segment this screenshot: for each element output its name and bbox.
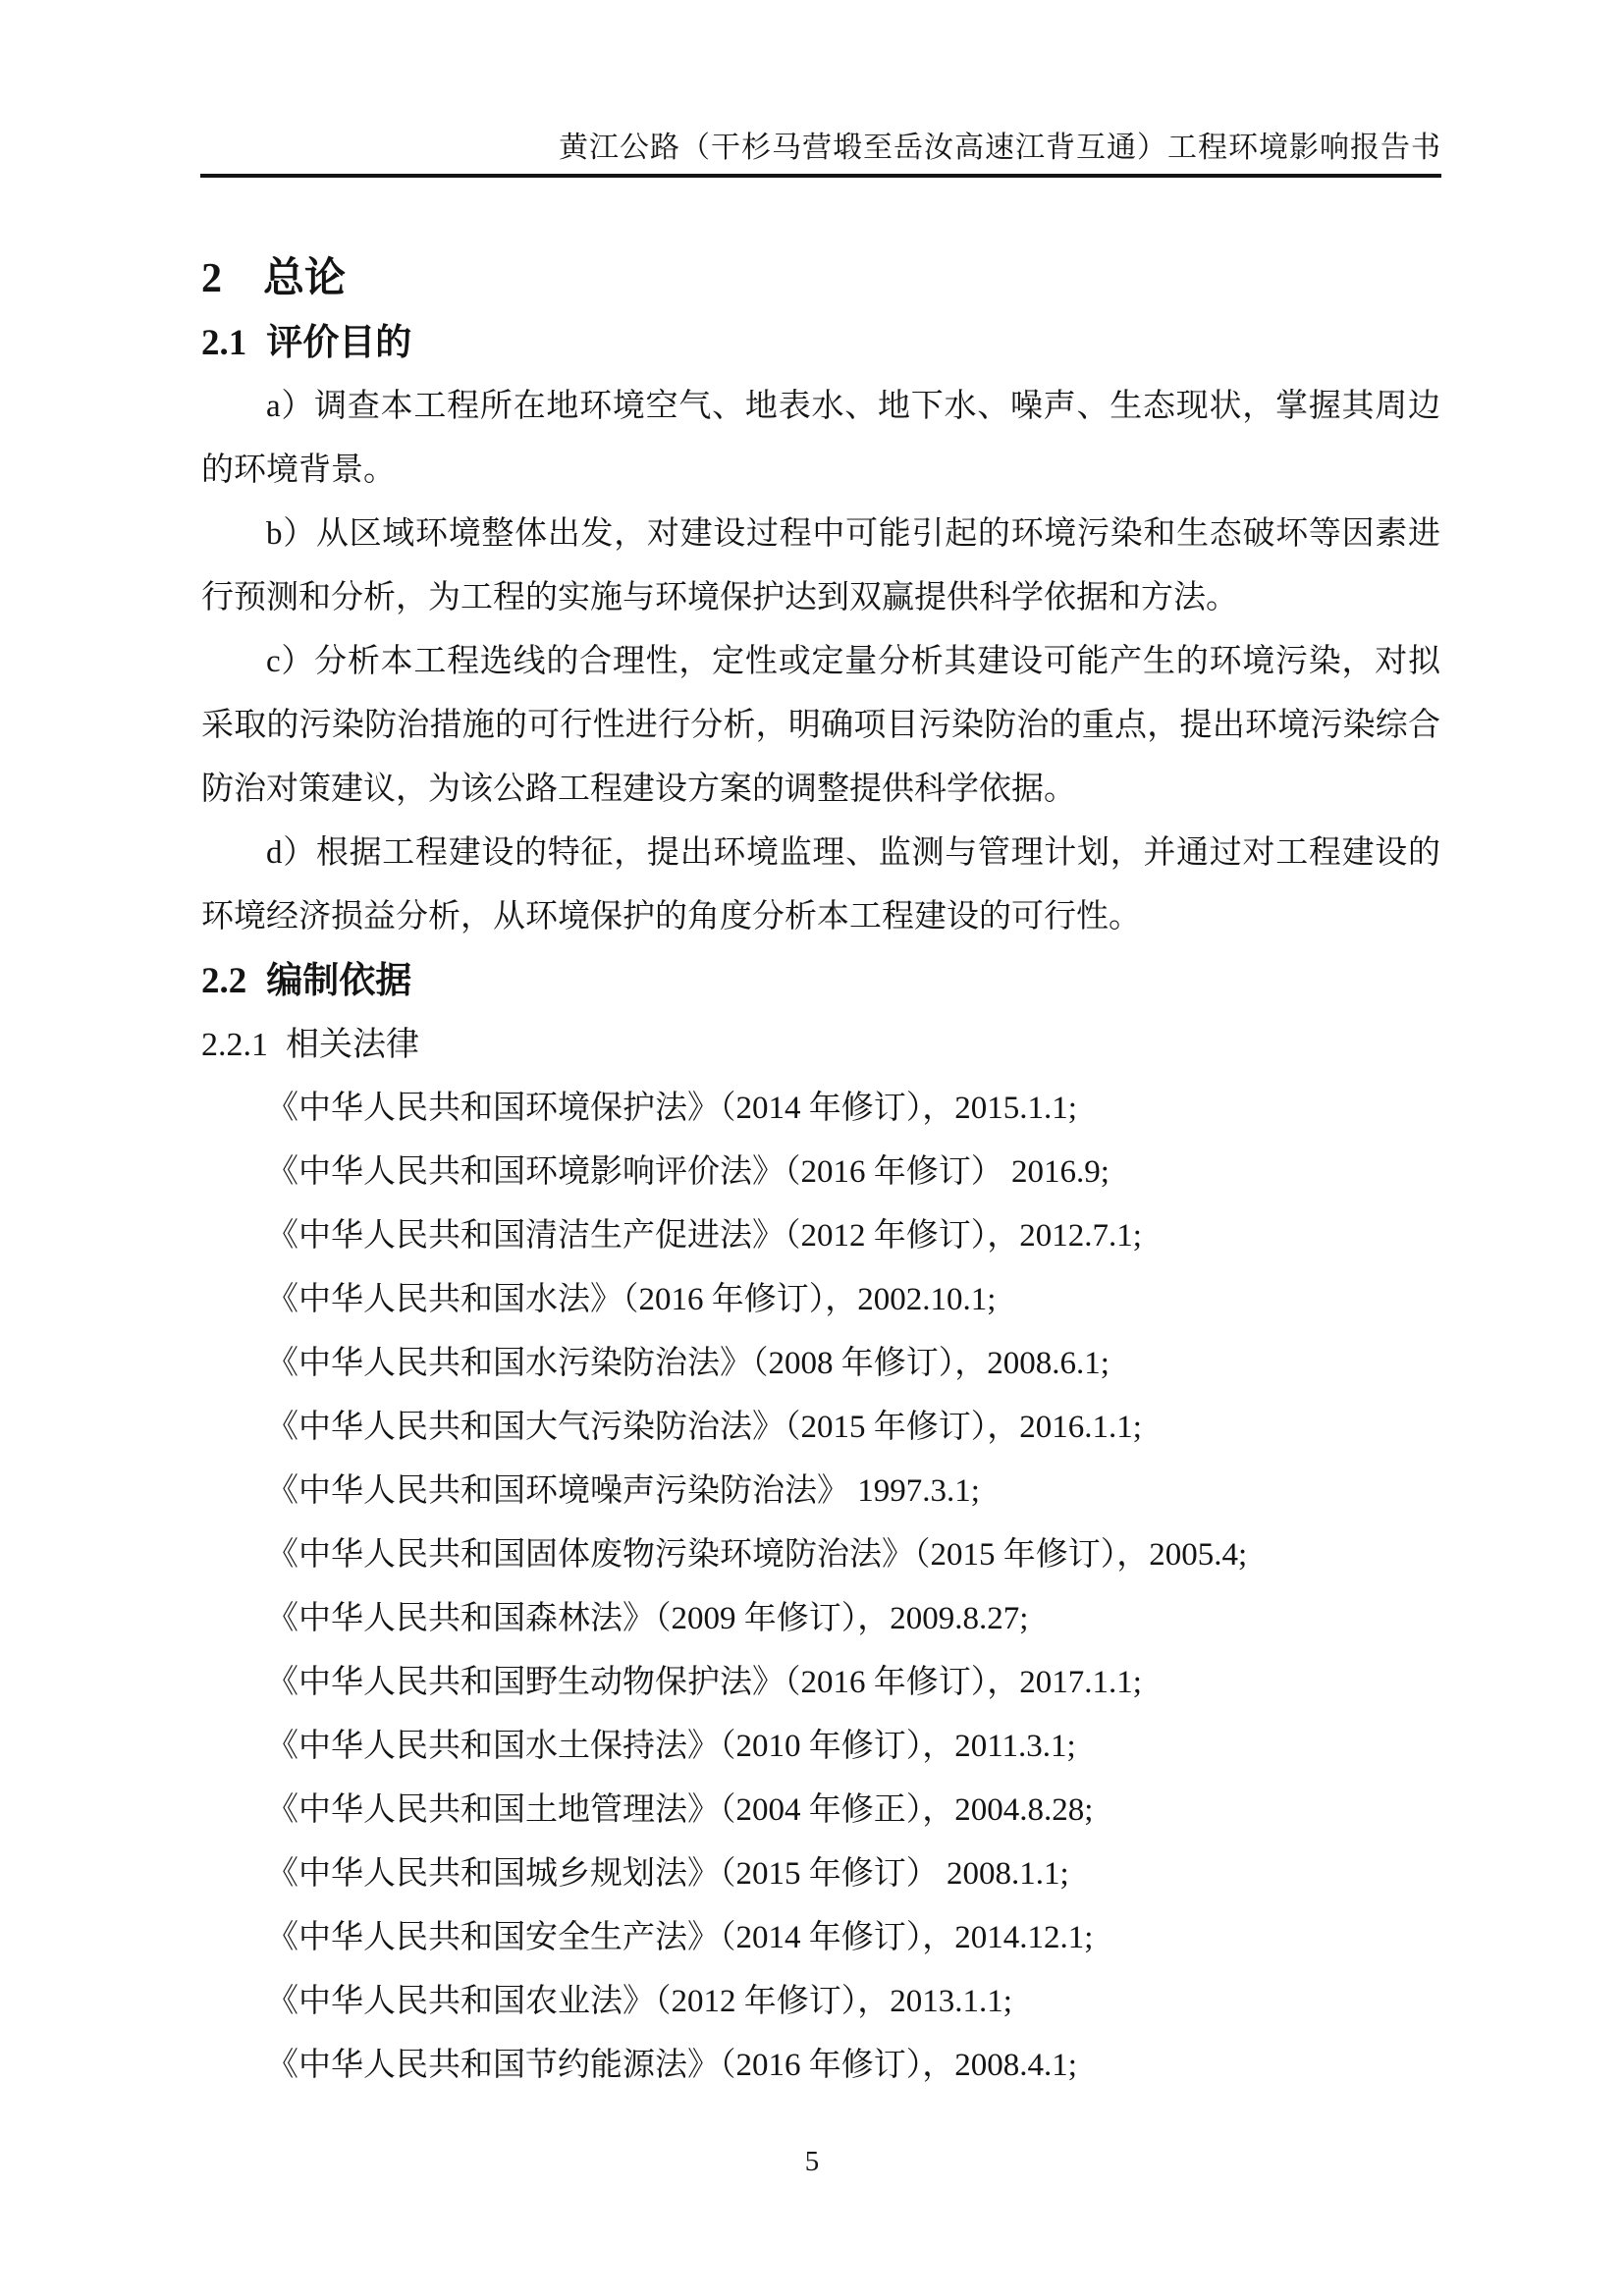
law-item: 《中华人民共和国大气污染防治法》（2015 年修订），2016.1.1; [266,1410,1142,1445]
subsection-2-2-1-title-text: 相关法律 [286,1027,419,1063]
page-footer [0,2146,1624,2178]
law-item: 《中华人民共和国安全生产法》（2014 年修订），2014.12.1; [266,1920,1094,1955]
subsection-2-2-1-number: 2.2.1 [201,1027,268,1063]
law-item: 《中华人民共和国水法》（2016 年修订），2002.10.1; [266,1282,997,1317]
chapter-title-text: 总论 [263,256,347,301]
law-item: 《中华人民共和国水土保持法》（2010 年修订），2011.3.1; [266,1729,1076,1764]
law-item: 《中华人民共和国节约能源法》（2016 年修订），2008.4.1; [266,2048,1077,2083]
section-2-1-title-text: 评价目的 [266,323,412,363]
law-item: 《中华人民共和国固体废物污染环境防治法》（2015 年修订），2005.4; [266,1537,1248,1573]
section-2-2-number: 2.2 [201,961,247,1001]
section-2-2-title-text: 编制依据 [266,961,412,1001]
law-item: 《中华人民共和国水污染防治法》（2008 年修订），2008.6.1; [266,1346,1110,1381]
paragraph-d: d）根据工程建设的特征，提出环境监理、监测与管理计划，并通过对工程建设的环境经济损益分析，从环境保护的角度分析本工程建设的可行性。 [201,835,1440,934]
subsection-heading-2-2-1 [201,1013,1440,1077]
paragraph-c: c）分析本工程选线的合理性，定性或定量分析其建设可能产生的环境污染，对拟采取的污染防治措施的可行性进行分析，明确项目污染防治的重点，提出环境污染综合防治对策建议，为该公路工程建设方案的调整提供科学依据。 [201,644,1440,807]
chapter-number: 2 [201,256,222,301]
chapter-heading [201,247,1440,311]
page-number: 5 [804,2146,820,2177]
section-heading-2-2 [201,949,1440,1013]
document-body [201,247,1440,2098]
law-item: 《中华人民共和国野生动物保护法》（2016 年修订），2017.1.1; [266,1665,1142,1700]
law-item: 《中华人民共和国城乡规划法》（2015 年修订） 2008.1.1; [266,1856,1069,1892]
section-heading-2-1 [201,311,1440,375]
law-item: 《中华人民共和国环境噪声污染防治法》 1997.3.1; [266,1473,980,1509]
section-2-1-number: 2.1 [201,323,247,363]
page-header [200,0,1441,178]
paragraph-b: b）从区域环境整体出发，对建设过程中可能引起的环境污染和生态破坏等因素进行预测和分析，为工程的实施与环境保护达到双赢提供科学依据和方法。 [201,516,1440,615]
law-item: 《中华人民共和国环境影响评价法》（2016 年修订） 2016.9; [266,1154,1110,1190]
law-item: 《中华人民共和国森林法》（2009 年修订），2009.8.27; [266,1601,1029,1636]
law-item: 《中华人民共和国清洁生产促进法》（2012 年修订），2012.7.1; [266,1218,1142,1254]
header-title: 黄江公路（干杉马营塅至岳汝高速江背互通）工程环境影响报告书 [559,132,1441,164]
paragraph-a: a）调查本工程所在地环境空气、地表水、地下水、噪声、生态现状，掌握其周边的环境背景。 [201,389,1440,488]
law-item: 《中华人民共和国环境保护法》（2014 年修订），2015.1.1; [266,1091,1077,1126]
law-item: 《中华人民共和国农业法》（2012 年修订），2013.1.1; [266,1984,1012,2019]
law-item: 《中华人民共和国土地管理法》（2004 年修正），2004.8.28; [266,1792,1094,1828]
